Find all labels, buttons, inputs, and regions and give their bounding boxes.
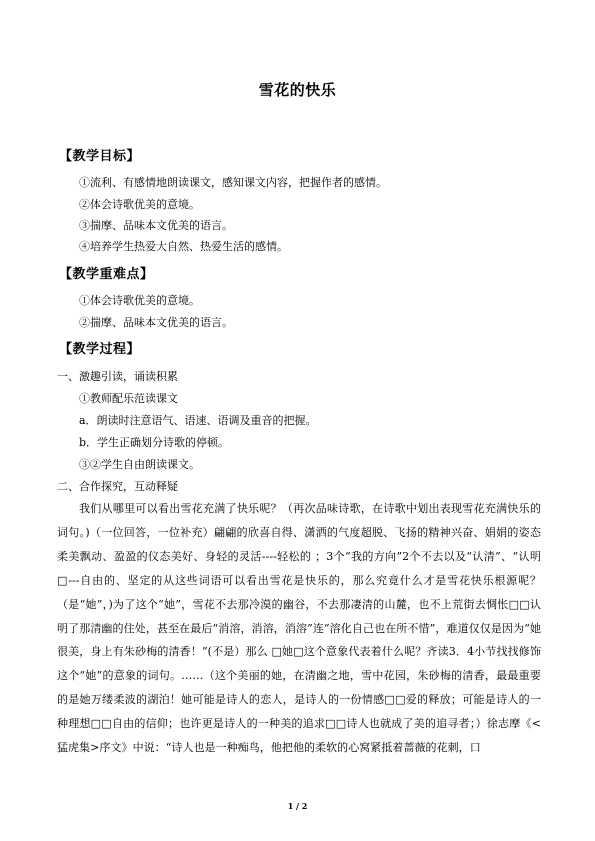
process-part-title: 二、合作探究，互动释疑 bbox=[57, 480, 178, 493]
section-heading-key-points: 【教学重难点】 bbox=[59, 267, 154, 282]
key-point-item: ②揣摩、品味本文优美的语言。 bbox=[79, 316, 233, 329]
section-heading-goals: 【教学目标】 bbox=[59, 149, 141, 164]
process-item: ①教师配乐范读课文 bbox=[79, 392, 178, 405]
goal-item: ②体会诗歌优美的意境。 bbox=[79, 198, 200, 211]
goal-item: ①流利、有感情地朗读课文，感知课文内容，把握作者的感情。 bbox=[79, 176, 387, 189]
process-item: b．学生正确划分诗歌的停顿。 bbox=[79, 436, 230, 449]
goal-item: ④培养学生热爱大自然、热爱生活的感情。 bbox=[79, 240, 288, 253]
page-number: 1 / 2 bbox=[287, 801, 308, 811]
document-title: 雪花的快乐 bbox=[258, 81, 337, 99]
body-paragraph: 我们从哪里可以看出雪花充满了快乐呢？（再次品味诗歌，在诗歌中划出表现雪花充满快乐的词句。)（一位回答，一位补充）翩翩的欣喜自得、潇洒的气度超脱、飞扬的精神兴奋、娟娟的姿态柔美飘动、盈盈的仪态美好、身轻的灵活----轻松的 ；3个“我的方向”2个不去以及“认清”、“认明□---自由的、坚定的从这些词语可以看出雪花是快乐的，那么究竟什么才是雪花快乐根源呢？（是“她”，)为了这个“她”，雪花不去那冷漠的幽谷，不去那凄清的山麓，也不上荒街去惆怅□□认明了那清幽的住处，甚至在最后“消溶，消溶，消溶”连“溶化自己也在所不惜”，难道仅仅是因为“她很美，身上有朱砂梅的清香！”(不是）那么 □她□这个意象代表着什么呢？齐读3．4小节找找修饰这个“她”的意象的词句。……（这个美丽的她，在清幽之地，雪中花园，朱砂梅的清香，最最重要的是她万缕柔波的湖泊！她可能是诗人的恋人，是诗人的一份情感□□爱的释放；可能是诗人的一种理想□□自由的信仰；也许更是诗人的一种美的追求□□诗人也就成了美的追寻者；）徐志摩《<猛虎集>序文》中说：“诗人也是一种痴鸟，他把他的柔软的心窝紧抵着蔷薇的花刺，口 bbox=[57, 502, 541, 755]
goal-item: ③揣摩、品味本文优美的语言。 bbox=[79, 219, 233, 232]
process-item: a．朗读时注意语气、语速、语调及重音的把握。 bbox=[79, 414, 317, 427]
section-heading-process: 【教学过程】 bbox=[59, 342, 141, 357]
key-point-item: ①体会诗歌优美的意境。 bbox=[79, 294, 200, 307]
process-item: ③②学生自由朗读课文。 bbox=[79, 458, 200, 471]
process-part-title: 一、激趣引读，诵读积累 bbox=[57, 370, 178, 383]
